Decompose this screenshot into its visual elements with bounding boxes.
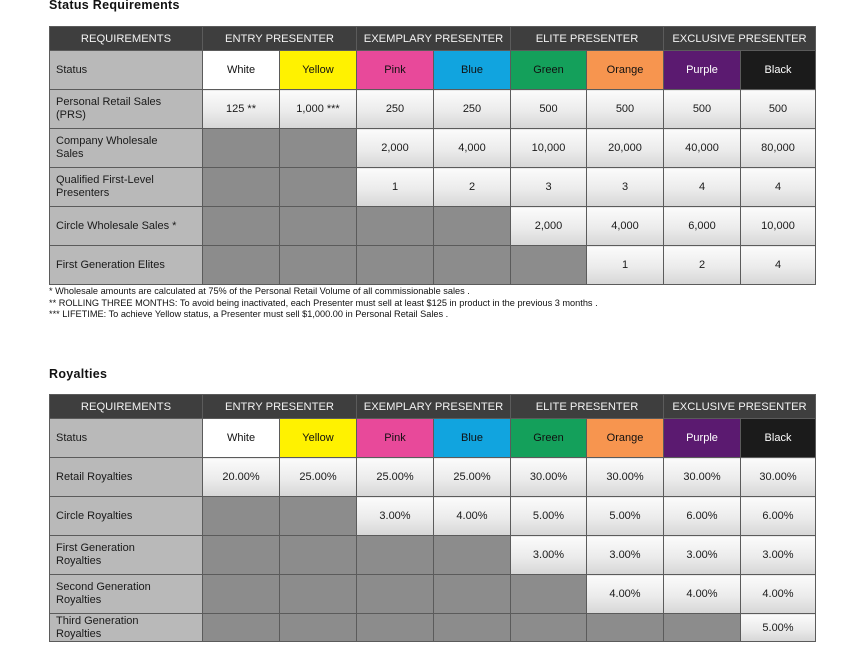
row-label: Company Wholesale Sales (50, 129, 203, 168)
status-swatch-black: Black (741, 51, 816, 90)
value-cell: 25.00% (280, 458, 357, 497)
value-cell: 3 (587, 168, 664, 207)
row-label: Circle Wholesale Sales * (50, 207, 203, 246)
royalties-table (49, 394, 816, 642)
status-swatch-white: White (203, 51, 280, 90)
value-cell: 5.00% (587, 497, 664, 536)
value-cell: 25.00% (434, 458, 511, 497)
header-tier: ELITE PRESENTER (511, 27, 664, 51)
value-cell: 4.00% (587, 575, 664, 614)
value-cell: 40,000 (664, 129, 741, 168)
table-row (50, 536, 816, 575)
empty-cell (434, 575, 511, 614)
value-cell: 10,000 (511, 129, 587, 168)
status-requirements-table (49, 26, 816, 285)
value-cell: 2,000 (511, 207, 587, 246)
value-cell: 30.00% (664, 458, 741, 497)
status-swatch-blue: Blue (434, 419, 511, 458)
empty-cell (511, 575, 587, 614)
row-label: First Generation Royalties (50, 536, 203, 575)
status-swatch-purple: Purple (664, 419, 741, 458)
status-swatch-black: Black (741, 419, 816, 458)
value-cell: 4.00% (664, 575, 741, 614)
table-row (50, 207, 816, 246)
empty-cell (203, 614, 280, 642)
header-tier: ENTRY PRESENTER (203, 395, 357, 419)
value-cell: 3 (511, 168, 587, 207)
empty-cell (203, 207, 280, 246)
empty-cell (280, 168, 357, 207)
empty-cell (357, 246, 434, 285)
status-requirements-title: Status Requirements (49, 0, 180, 12)
status-swatch-green: Green (511, 51, 587, 90)
status-swatch-green: Green (511, 419, 587, 458)
empty-cell (357, 536, 434, 575)
value-cell: 4.00% (741, 575, 816, 614)
value-cell: 6.00% (664, 497, 741, 536)
status-swatch-pink: Pink (357, 419, 434, 458)
status-swatch-purple: Purple (664, 51, 741, 90)
empty-cell (357, 207, 434, 246)
header-tier: EXCLUSIVE PRESENTER (664, 395, 816, 419)
header-tier: ENTRY PRESENTER (203, 27, 357, 51)
value-cell: 250 (357, 90, 434, 129)
row-label: Third Generation Royalties (50, 614, 203, 642)
row-label: Status (50, 419, 203, 458)
value-cell: 80,000 (741, 129, 816, 168)
table-row (50, 90, 816, 129)
footnote-rolling: ** ROLLING THREE MONTHS: To avoid being inactivated, each Presenter must sell at least $125 in product in the previous 3 months . (49, 297, 598, 308)
value-cell: 1 (357, 168, 434, 207)
table-row (50, 575, 816, 614)
value-cell: 500 (587, 90, 664, 129)
status-swatch-yellow: Yellow (280, 419, 357, 458)
empty-cell (280, 497, 357, 536)
value-cell: 6,000 (664, 207, 741, 246)
status-swatch-orange: Orange (587, 419, 664, 458)
empty-cell (203, 536, 280, 575)
value-cell: 6.00% (741, 497, 816, 536)
value-cell: 2 (434, 168, 511, 207)
empty-cell (357, 575, 434, 614)
table-row (50, 246, 816, 285)
table-row (50, 458, 816, 497)
empty-cell (434, 246, 511, 285)
row-label: Personal Retail Sales (PRS) (50, 90, 203, 129)
value-cell: 4.00% (434, 497, 511, 536)
value-cell: 10,000 (741, 207, 816, 246)
header-requirements: REQUIREMENTS (50, 27, 203, 51)
table-row (50, 168, 816, 207)
row-label: Second Generation Royalties (50, 575, 203, 614)
value-cell: 5.00% (741, 614, 816, 642)
value-cell: 1,000 *** (280, 90, 357, 129)
empty-cell (203, 497, 280, 536)
empty-cell (511, 614, 587, 642)
value-cell: 3.00% (357, 497, 434, 536)
table-row (50, 129, 816, 168)
value-cell: 500 (511, 90, 587, 129)
row-label: Retail Royalties (50, 458, 203, 497)
empty-cell (280, 536, 357, 575)
footnotes (49, 286, 598, 321)
row-label: First Generation Elites (50, 246, 203, 285)
header-requirements: REQUIREMENTS (50, 395, 203, 419)
empty-cell (587, 614, 664, 642)
row-label: Circle Royalties (50, 497, 203, 536)
header-tier: ELITE PRESENTER (511, 395, 664, 419)
status-swatch-pink: Pink (357, 51, 434, 90)
value-cell: 4 (741, 246, 816, 285)
empty-cell (357, 614, 434, 642)
value-cell: 20.00% (203, 458, 280, 497)
value-cell: 30.00% (587, 458, 664, 497)
table-row (50, 614, 816, 642)
empty-cell (280, 246, 357, 285)
value-cell: 30.00% (511, 458, 587, 497)
value-cell: 250 (434, 90, 511, 129)
header-tier: EXEMPLARY PRESENTER (357, 395, 511, 419)
empty-cell (280, 129, 357, 168)
row-label: Qualified First-Level Presenters (50, 168, 203, 207)
value-cell: 2 (664, 246, 741, 285)
header-tier: EXCLUSIVE PRESENTER (664, 27, 816, 51)
royalties-title: Royalties (49, 367, 108, 381)
value-cell: 3.00% (511, 536, 587, 575)
value-cell: 3.00% (741, 536, 816, 575)
status-swatch-yellow: Yellow (280, 51, 357, 90)
status-swatch-blue: Blue (434, 51, 511, 90)
status-swatch-white: White (203, 419, 280, 458)
value-cell: 125 ** (203, 90, 280, 129)
value-cell: 20,000 (587, 129, 664, 168)
empty-cell (434, 614, 511, 642)
value-cell: 4,000 (587, 207, 664, 246)
empty-cell (280, 614, 357, 642)
value-cell: 500 (741, 90, 816, 129)
value-cell: 5.00% (511, 497, 587, 536)
value-cell: 25.00% (357, 458, 434, 497)
empty-cell (203, 168, 280, 207)
empty-cell (203, 129, 280, 168)
value-cell: 2,000 (357, 129, 434, 168)
empty-cell (664, 614, 741, 642)
empty-cell (280, 207, 357, 246)
value-cell: 3.00% (587, 536, 664, 575)
value-cell: 500 (664, 90, 741, 129)
empty-cell (203, 246, 280, 285)
empty-cell (203, 575, 280, 614)
status-swatch-orange: Orange (587, 51, 664, 90)
status-row (50, 419, 816, 458)
empty-cell (434, 536, 511, 575)
value-cell: 1 (587, 246, 664, 285)
footnote-lifetime: *** LIFETIME: To achieve Yellow status, a Presenter must sell $1,000.00 in Personal Retail Sales . (49, 309, 449, 319)
empty-cell (280, 575, 357, 614)
status-row (50, 51, 816, 90)
row-label: Status (50, 51, 203, 90)
value-cell: 4 (741, 168, 816, 207)
value-cell: 30.00% (741, 458, 816, 497)
empty-cell (434, 207, 511, 246)
table-row (50, 497, 816, 536)
footnote-wholesale: * Wholesale amounts are calculated at 75% of the Personal Retail Volume of all commissionable sales . (49, 286, 470, 296)
header-tier: EXEMPLARY PRESENTER (357, 27, 511, 51)
value-cell: 3.00% (664, 536, 741, 575)
value-cell: 4,000 (434, 129, 511, 168)
empty-cell (511, 246, 587, 285)
value-cell: 4 (664, 168, 741, 207)
